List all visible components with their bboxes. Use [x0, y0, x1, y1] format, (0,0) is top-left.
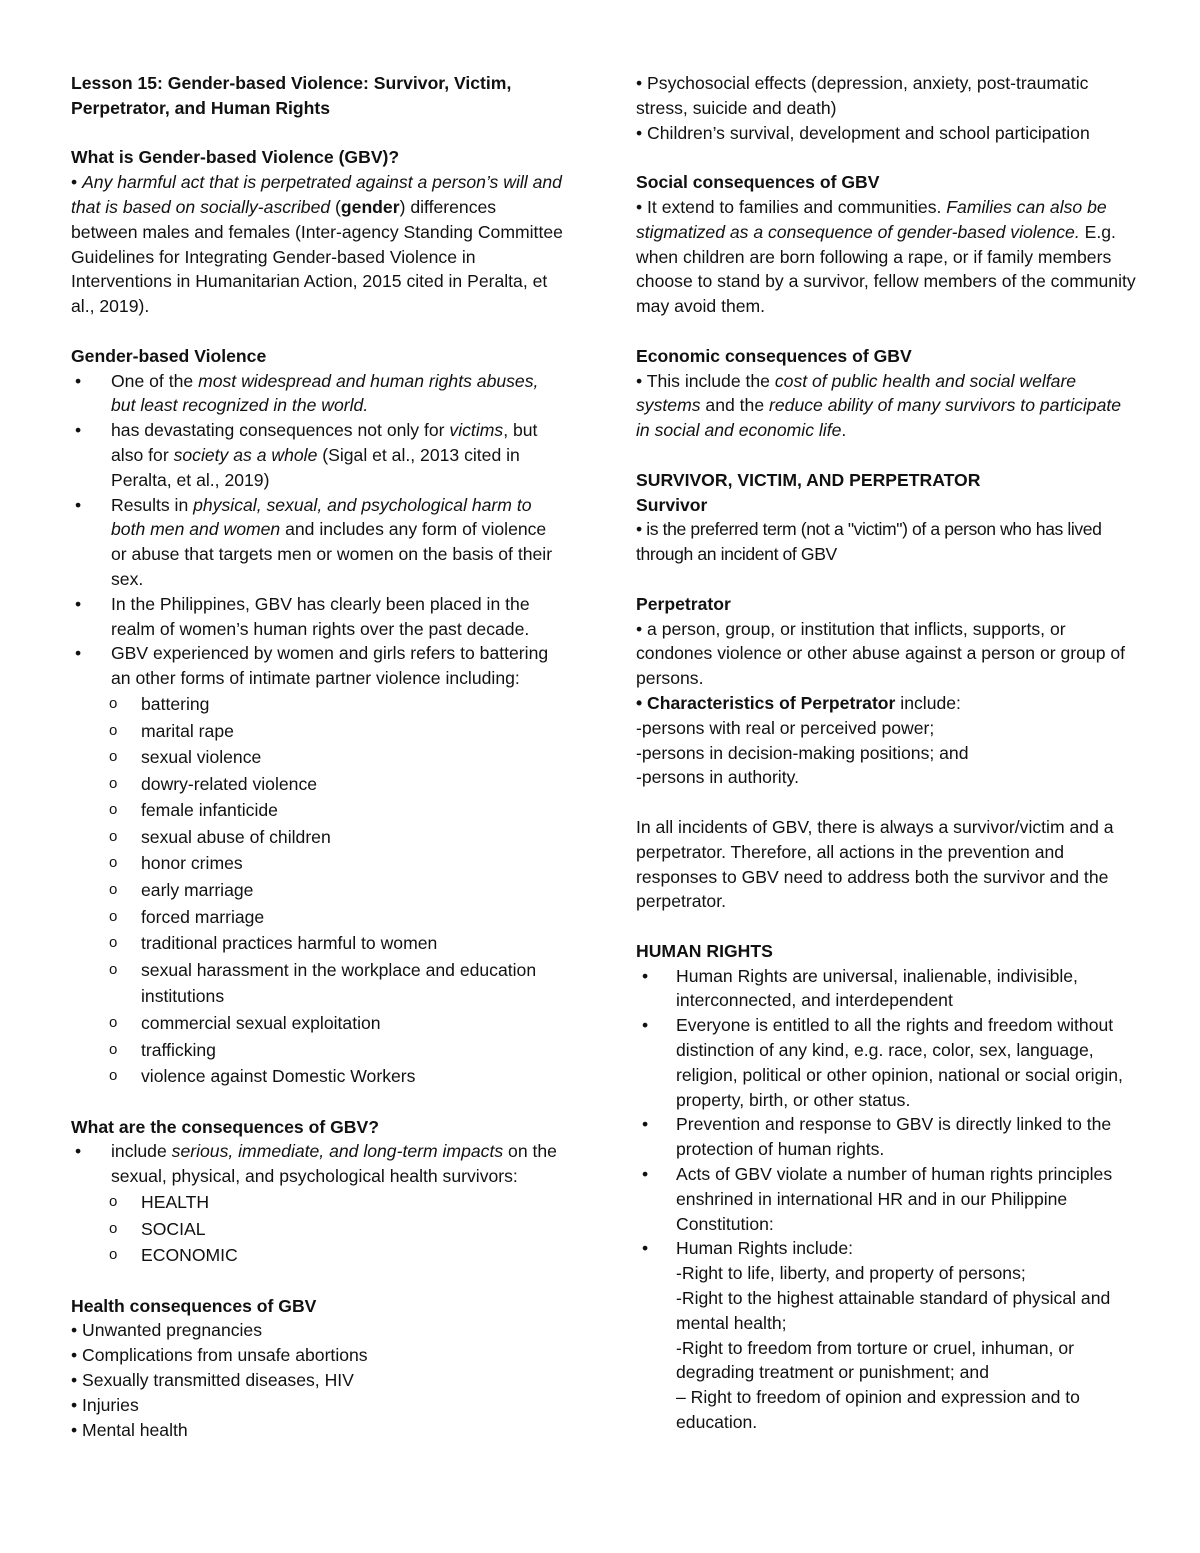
- sub-bullet-marker: o: [109, 1040, 118, 1058]
- gbv-form-item: o forced marriage: [71, 904, 566, 931]
- sub-bullet-marker: o: [109, 1014, 118, 1032]
- gbv-form-item: o traditional practices harmful to women: [71, 930, 566, 957]
- characteristic-item: -persons in authority.: [636, 767, 799, 788]
- health-item: • Children’s survival, development and school participation: [636, 122, 1090, 143]
- health-item: • Injuries: [71, 1394, 139, 1415]
- gbv-bullet: • Results in physical, sexual, and psychological harm to both men and women and includes any form of violence or abuse that targets men or women on the basis of their sex.: [75, 494, 553, 589]
- human-right-item: – Right to freedom of opinion and expression and to education.: [676, 1387, 1080, 1433]
- gbv-definition: • Any harmful act that is perpetrated against a person’s will and that is based on socially-ascribed (gender) differences between males and females (Inter-agency Standing Committee Guidelines for Integrating Gender-based Violence in Interventions in Humanitarian Action, 2015 cited in Peralta, et al., 2019).: [71, 172, 563, 317]
- consequences-question-heading: What are the consequences of GBV?: [71, 1116, 379, 1137]
- left-column: [71, 71, 566, 1442]
- bullet-marker: •: [642, 1114, 649, 1135]
- characteristic-item: -persons in decision-making positions; and: [636, 742, 969, 763]
- bullet-marker: •: [75, 420, 82, 441]
- consequence-type: o ECONOMIC: [71, 1242, 566, 1269]
- human-right-item: -Right to life, liberty, and property of persons;: [676, 1263, 1026, 1284]
- gbv-bullet: • has devastating consequences not only for victims, but also for society as a whole (Sigal et al., 2013 cited in Peralta, et al., 2019): [75, 420, 538, 490]
- sub-bullet-marker: o: [109, 694, 118, 712]
- gbv-section-heading: Gender-based Violence: [71, 345, 267, 366]
- human-rights-bullet: • Acts of GBV violate a number of human rights principles enshrined in international HR and in our Philippine Constitution:: [642, 1164, 1113, 1234]
- bullet-marker: •: [75, 1141, 82, 1162]
- sub-bullet-marker: o: [109, 748, 118, 766]
- sub-bullet-marker: o: [109, 1219, 118, 1237]
- sub-bullet-marker: o: [109, 854, 118, 872]
- perpetrator-heading: Perpetrator: [636, 593, 731, 614]
- lesson-title: Lesson 15: Gender-based Violence: Survivor, Victim, Perpetrator, and Human Rights: [71, 73, 512, 118]
- gbv-form-item: o honor crimes: [71, 850, 566, 877]
- sub-bullet-marker: o: [109, 907, 118, 925]
- social-consequences-text: • It extend to families and communities. Families can also be stigmatized as a consequence of gender-based violence. E.g. when children are born following a rape, or if family members choose to stand by a survivor, fellow members of the community may avoid them.: [636, 196, 1136, 317]
- sub-bullet-marker: o: [109, 1246, 118, 1264]
- consequence-type: o HEALTH: [71, 1189, 566, 1216]
- gbv-form-item: o marital rape: [71, 718, 566, 745]
- sub-bullet-marker: o: [109, 827, 118, 845]
- consequences-bullet: • include serious, immediate, and long-term impacts on the sexual, physical, and psychological health survivors:: [75, 1141, 557, 1187]
- perpetrator-characteristics: • Characteristics of Perpetrator include:: [636, 692, 961, 713]
- social-consequences-heading: Social consequences of GBV: [636, 172, 880, 193]
- gbv-form-item: o early marriage: [71, 877, 566, 904]
- bullet-marker: •: [642, 965, 649, 986]
- health-item: • Psychosocial effects (depression, anxiety, post-traumatic stress, suicide and death): [636, 73, 1089, 118]
- human-right-item: -Right to freedom from torture or cruel, inhuman, or degrading treatment or punishment; and: [676, 1337, 1074, 1383]
- consequence-type: o SOCIAL: [71, 1216, 566, 1243]
- perpetrator-text: • a person, group, or institution that inflicts, supports, or condones violence or other abuse against a person or group of persons.: [636, 618, 1126, 689]
- human-rights-bullet: • Human Rights include:: [636, 1236, 1136, 1261]
- bullet-marker: •: [642, 1164, 649, 1185]
- bullet-marker: •: [75, 494, 82, 515]
- sub-bullet-marker: o: [109, 960, 118, 978]
- bullet-marker: •: [75, 593, 82, 614]
- sub-bullet-marker: o: [109, 774, 118, 792]
- gbv-form-item: o sexual harassment in the workplace and education institutions: [71, 957, 566, 1010]
- gbv-bullet: • GBV experienced by women and girls refers to battering an other forms of intimate partner violence including:: [75, 643, 549, 689]
- health-item: • Unwanted pregnancies: [71, 1320, 263, 1341]
- economic-consequences-heading: Economic consequences of GBV: [636, 345, 912, 366]
- svp-heading: SURVIVOR, VICTIM, AND PERPETRATOR: [636, 469, 981, 490]
- human-rights-bullet: • Prevention and response to GBV is directly linked to the protection of human rights.: [642, 1114, 1112, 1160]
- economic-consequences-text: • This include the cost of public health and social welfare systems and the reduce ability of many survivors to participate in social and economic life.: [636, 370, 1122, 441]
- sub-bullet-marker: o: [109, 801, 118, 819]
- health-item: • Sexually transmitted diseases, HIV: [71, 1369, 354, 1390]
- gbv-form-item: o battering: [71, 691, 566, 718]
- gbv-form-item: o sexual violence: [71, 744, 566, 771]
- characteristic-item: -persons with real or perceived power;: [636, 717, 935, 738]
- gbv-form-item: o violence against Domestic Workers: [71, 1063, 566, 1090]
- sub-bullet-marker: o: [109, 881, 118, 899]
- gbv-form-item: o sexual abuse of children: [71, 824, 566, 851]
- incidents-paragraph: In all incidents of GBV, there is always a survivor/victim and a perpetrator. Therefore, all actions in the prevention and responses to GBV need to address both the survivor and the perpetrator.: [636, 816, 1114, 912]
- gbv-form-item: o commercial sexual exploitation: [71, 1010, 566, 1037]
- health-item: • Complications from unsafe abortions: [71, 1345, 368, 1366]
- gbv-bullet: • One of the most widespread and human rights abuses, but least recognized in the world.: [75, 370, 539, 416]
- bullet-marker: •: [642, 1238, 649, 1259]
- right-column: [636, 71, 1136, 1435]
- sub-bullet-marker: o: [109, 721, 118, 739]
- gbv-form-item: o female infanticide: [71, 797, 566, 824]
- human-rights-heading: HUMAN RIGHTS: [636, 940, 773, 961]
- gbv-form-item: o dowry-related violence: [71, 771, 566, 798]
- sub-bullet-marker: o: [109, 1067, 118, 1085]
- bullet-marker: •: [642, 1015, 649, 1036]
- gbv-bullet: • In the Philippines, GBV has clearly been placed in the realm of women’s human rights over the past decade.: [75, 593, 530, 639]
- human-right-item: -Right to the highest attainable standard of physical and mental health;: [676, 1288, 1111, 1333]
- bullet-marker: •: [75, 370, 82, 391]
- health-item: • Mental health: [71, 1419, 188, 1440]
- survivor-heading: Survivor: [636, 494, 708, 515]
- human-rights-bullet: • Human Rights are universal, inalienable, indivisible, interconnected, and interdependent: [642, 965, 1078, 1011]
- health-consequences-heading: Health consequences of GBV: [71, 1295, 317, 1316]
- bullet-marker: •: [75, 643, 82, 664]
- human-rights-bullet: • Everyone is entitled to all the rights and freedom without distinction of any kind, e.g. race, color, sex, language, religion, political or other opinion, national or social origin, property, birth, or other status.: [642, 1015, 1123, 1110]
- gbv-form-item: o trafficking: [71, 1037, 566, 1064]
- survivor-text: • is the preferred term (not a "victim") of a person who has lived through an incident of GBV: [636, 519, 1102, 565]
- sub-bullet-marker: o: [109, 1193, 118, 1211]
- gbv-question-heading: What is Gender-based Violence (GBV)?: [71, 147, 400, 168]
- sub-bullet-marker: o: [109, 934, 118, 952]
